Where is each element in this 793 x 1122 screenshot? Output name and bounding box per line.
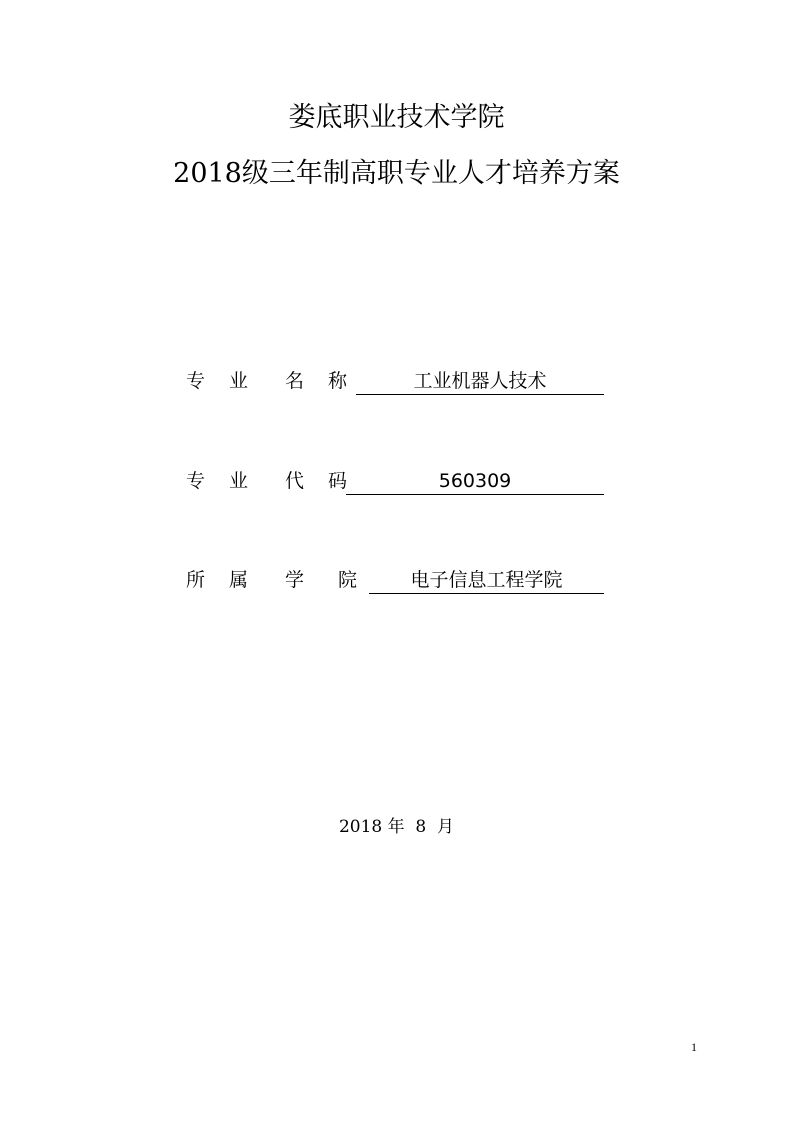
major-code-label-char: 代 [285, 470, 305, 492]
major-code-row [186, 466, 606, 496]
major-name-row [186, 366, 606, 396]
college-value: 电子信息工程学院 [369, 565, 604, 594]
college-label-char: 学 [285, 569, 305, 591]
major-name-label-char: 称 [328, 370, 348, 392]
page-number: 1 [691, 1040, 697, 1054]
major-code-label-char: 码 [328, 470, 348, 492]
major-name-value: 工业机器人技术 [356, 366, 604, 395]
college-label-char: 所 [186, 569, 206, 591]
major-code-label-char: 专 [186, 470, 206, 492]
major-name-label-char: 业 [229, 370, 249, 392]
document-date: 2018 年 8 月 [338, 817, 455, 837]
college-label-char: 院 [338, 569, 358, 591]
major-name-label-char: 名 [285, 370, 305, 392]
college-row [186, 565, 606, 595]
college-label-char: 属 [229, 569, 249, 591]
plan-title: 2018级三年制高职专业人才培养方案 [173, 158, 620, 189]
major-name-label-char: 专 [186, 370, 206, 392]
school-title: 娄底职业技术学院 [288, 102, 505, 133]
major-code-value: 560309 [346, 466, 604, 495]
major-code-label-char: 业 [229, 470, 249, 492]
